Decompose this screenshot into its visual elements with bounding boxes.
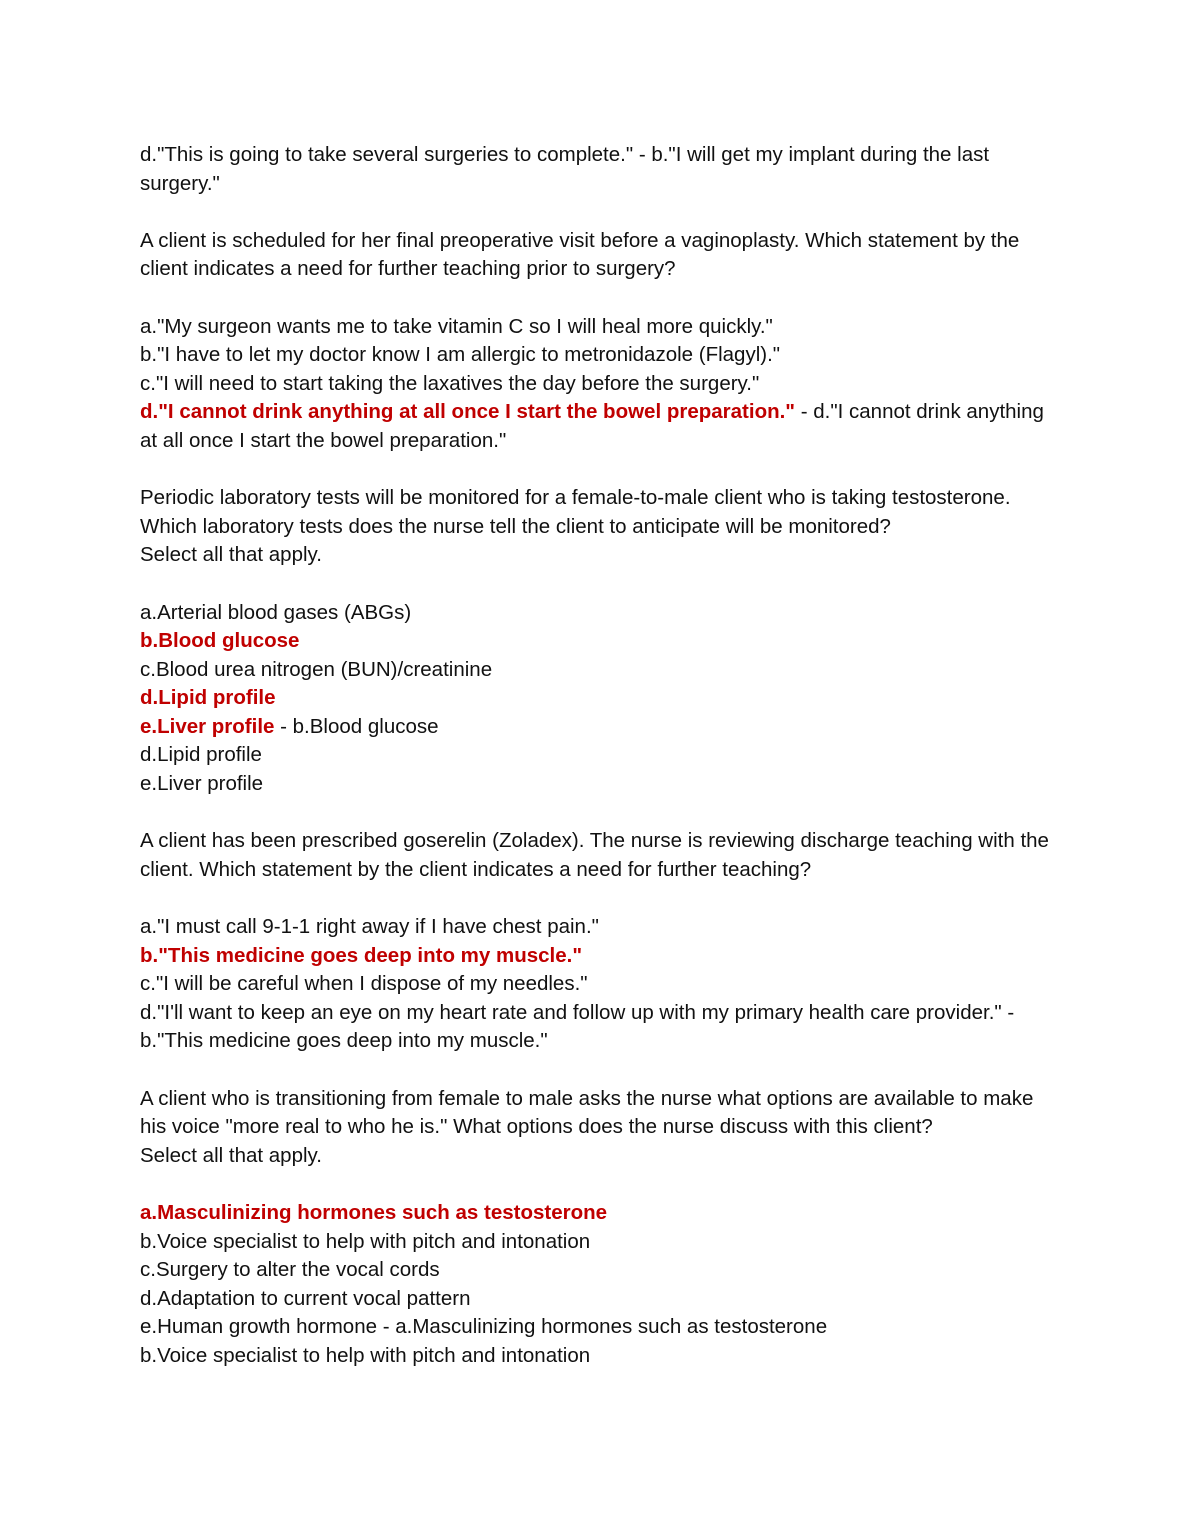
question-2-option-c: c.Blood urea nitrogen (BUN)/creatinine: [140, 657, 493, 681]
document-body: [140, 141, 1060, 1399]
question-2-option-a: a.Arterial blood gases (ABGs): [140, 600, 412, 624]
question-1-options: [140, 313, 1060, 456]
question-3-stem: A client has been prescribed goserelin (Zoladex). The nurse is reviewing discharge teaching with the client. Which statement by the client indicates a need for further teaching?: [140, 829, 1049, 881]
question-4-option-e-with-answer: e.Human growth hormone - a.Masculinizing hormones such as testosterone: [140, 1315, 828, 1339]
question-1-stem: A client is scheduled for her final preoperative visit before a vaginoplasty. Which statement by the client indicates a need for further teaching prior to surgery?: [140, 228, 1020, 281]
question-4-options: [140, 1199, 1060, 1371]
question-2-option-e-correct: e.Liver profile: [140, 714, 275, 738]
question-4-stem: A client who is transitioning from female to male asks the nurse what options are available to make his voice "more real to who he is." What options does the nurse discuss with this client?: [140, 1086, 1034, 1139]
question-1-answer: - d."I cannot drink anything at all once I start the bowel preparation.": [140, 400, 1044, 452]
question-3-option-d-with-answer: d."I'll want to keep an eye on my heart rate and follow up with my primary health care provider." - b."This medicine goes deep into my muscle.": [140, 1000, 1015, 1053]
question-2-stem: Periodic laboratory tests will be monitored for a female-to-male client who is taking testosterone. Which laboratory tests does the nurse tell the client to anticipate will be monitored?: [140, 486, 1011, 538]
question-1-option-b: b."I have to let my doctor know I am allergic to metronidazole (Flagyl).": [140, 343, 781, 367]
question-3-option-b-correct: b."This medicine goes deep into my muscle.": [140, 943, 583, 967]
question-2-answer-line: d.Lipid profile: [140, 743, 262, 767]
question-2-answer-line: e.Liver profile: [140, 772, 264, 796]
question-3-stem-block: [140, 827, 1060, 884]
question-4-select-all: Select all that apply.: [140, 1143, 322, 1167]
question-4-stem-block: [140, 1085, 1060, 1171]
question-4-option-b: b.Voice specialist to help with pitch and intonation: [140, 1229, 591, 1253]
question-2-option-e-with-answer: [140, 713, 1060, 742]
question-2-option-d-correct: d.Lipid profile: [140, 686, 276, 710]
question-1-option-a: a."My surgeon wants me to take vitamin C so I will heal more quickly.": [140, 314, 773, 338]
question-4-option-a-correct: a.Masculinizing hormones such as testosterone: [140, 1200, 608, 1224]
question-2-option-b-correct: b.Blood glucose: [140, 629, 300, 653]
question-4-option-d: d.Adaptation to current vocal pattern: [140, 1286, 471, 1310]
question-1-stem-block: [140, 227, 1060, 284]
question-2-select-all: Select all that apply.: [140, 543, 322, 567]
question-0-answer-block: [140, 141, 1060, 198]
question-1-option-d-with-answer: [140, 398, 1060, 455]
question-1-option-c: c."I will need to start taking the laxatives the day before the surgery.": [140, 371, 760, 395]
question-3-options: [140, 913, 1060, 1056]
question-0-answer: d."This is going to take several surgeries to complete." - b."I will get my implant during the last surgery.": [140, 143, 990, 195]
question-3-option-a: a."I must call 9-1-1 right away if I have chest pain.": [140, 915, 599, 939]
question-2-stem-block: [140, 484, 1060, 570]
question-4-answer-line: b.Voice specialist to help with pitch and intonation: [140, 1343, 591, 1367]
question-1-correct-option: d."I cannot drink anything at all once I start the bowel preparation.": [140, 400, 796, 424]
question-4-option-c: c.Surgery to alter the vocal cords: [140, 1258, 440, 1282]
question-3-option-c: c."I will be careful when I dispose of my needles.": [140, 972, 588, 996]
question-2-options: [140, 599, 1060, 799]
question-2-answer: - b.Blood glucose: [274, 714, 439, 738]
